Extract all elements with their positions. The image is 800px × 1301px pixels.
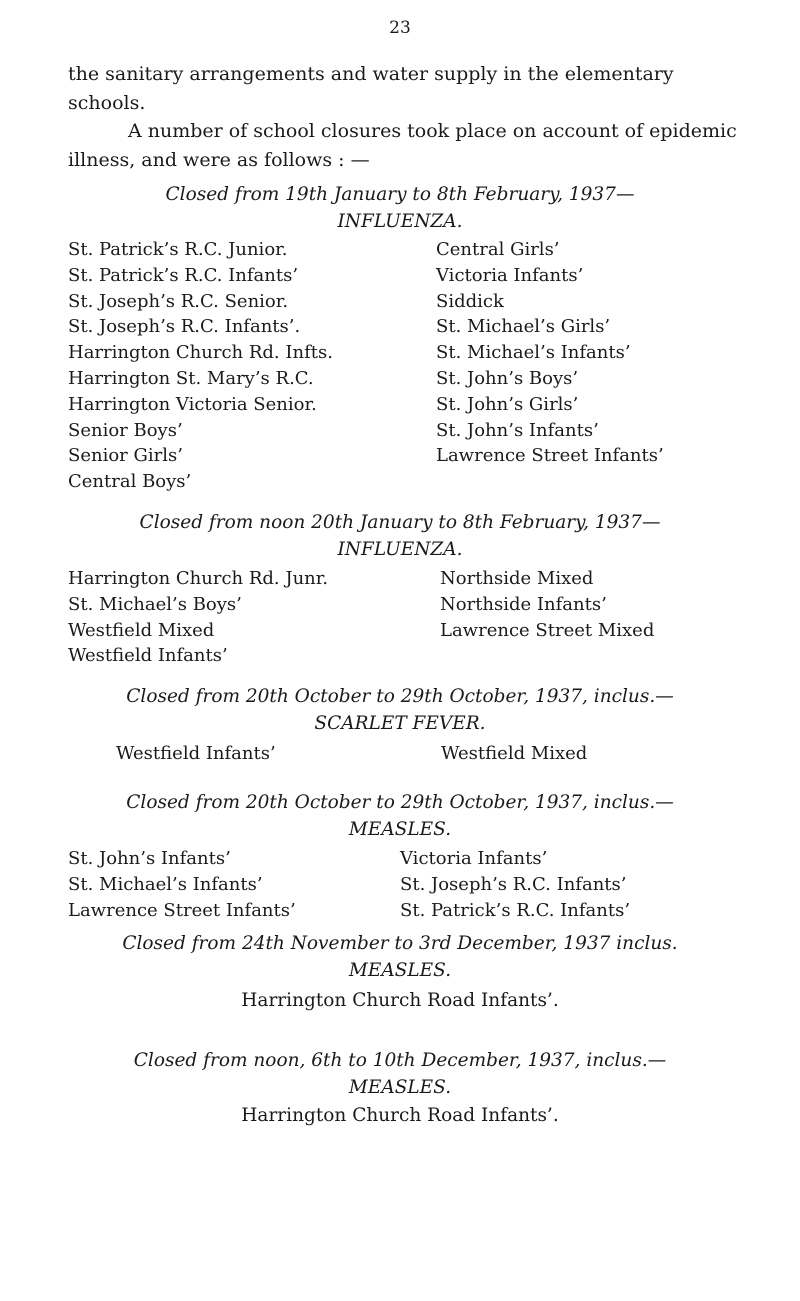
closure-period: Closed from 19th January to 8th February, 1937—: [165, 184, 635, 205]
list-item: Westfield Mixed: [441, 743, 588, 764]
school-list-left: [116, 741, 276, 767]
disease-name: MEASLES.: [348, 819, 452, 840]
closure-period: Closed from noon, 6th to 10th December, 1937, inclus.—: [133, 1050, 667, 1071]
list-item: Senior Boys’: [68, 419, 183, 441]
school-list-right: [440, 566, 654, 643]
list-item: St. John’s Girls’: [436, 393, 579, 415]
school-list-right: [400, 846, 630, 923]
closure-period: Closed from 20th October to 29th October, 1937, inclus.—: [126, 792, 674, 813]
list-item: St. John’s Boys’: [436, 367, 579, 389]
list-item: Harrington Victoria Senior.: [68, 393, 317, 415]
list-item: St. Patrick’s R.C. Infants’: [68, 264, 299, 286]
school-list-right: [436, 237, 664, 469]
list-item: Northside Mixed: [440, 568, 594, 589]
list-item: Harrington Church Rd. Junr.: [68, 568, 329, 589]
school-list-left: [68, 566, 328, 669]
section-heading-measles-3: [60, 1047, 740, 1101]
school-list-left: [68, 237, 333, 495]
list-item: Lawrence Street Mixed: [440, 619, 655, 641]
list-item: Siddick: [436, 290, 504, 312]
disease-name: MEASLES.: [348, 960, 452, 981]
section-heading-measles-2: [60, 930, 740, 984]
paragraph-continuation: the sanitary arrangements and water supply in the elementary schools.: [68, 63, 674, 114]
list-item: Westfield Infants’: [68, 645, 228, 667]
paragraph-intro: A number of school closures took place on account of epidemic illness, and were as follows : —: [68, 120, 737, 171]
list-item: St. Michael’s Girls’: [436, 316, 611, 338]
list-item: Lawrence Street Infants’: [68, 899, 296, 921]
list-item: Victoria Infants’: [436, 264, 584, 286]
page-number: 23: [389, 18, 411, 38]
closure-period: Closed from 24th November to 3rd December, 1937 inclus.: [122, 933, 678, 954]
list-item: St. Patrick’s R.C. Junior.: [68, 239, 288, 260]
section-heading-influenza-1: [60, 181, 740, 235]
list-item: St. Michael’s Infants’: [68, 873, 263, 895]
disease-name: SCARLET FEVER.: [314, 713, 486, 734]
school-list-left: [68, 846, 296, 923]
list-item: Harrington Church Rd. Infts.: [68, 342, 333, 364]
disease-name: INFLUENZA.: [337, 539, 463, 560]
disease-name: MEASLES.: [348, 1077, 452, 1098]
list-item: St. Michael’s Infants’: [436, 342, 631, 364]
section-heading-scarlet-fever: [60, 683, 740, 737]
section-heading-influenza-2: [60, 509, 740, 563]
list-item: Lawrence Street Infants’: [436, 445, 664, 467]
list-item: St. Joseph’s R.C. Senior.: [68, 290, 289, 312]
school-single: Harrington Church Road Infants’.: [241, 1105, 559, 1126]
list-item: Victoria Infants’: [400, 848, 548, 869]
list-item: Westfield Infants’: [116, 743, 276, 764]
school-list-right: [441, 741, 587, 767]
closure-period: Closed from noon 20th January to 8th February, 1937—: [139, 512, 661, 533]
disease-name: INFLUENZA.: [337, 211, 463, 232]
list-item: Westfield Mixed: [68, 619, 215, 641]
list-item: St. Joseph’s R.C. Infants’.: [68, 316, 301, 338]
school-single: Harrington Church Road Infants’.: [241, 990, 559, 1011]
list-item: Central Boys’: [68, 471, 192, 493]
list-item: St. Joseph’s R.C. Infants’: [400, 873, 627, 895]
list-item: St. Patrick’s R.C. Infants’: [400, 899, 631, 921]
list-item: St. Michael’s Boys’: [68, 593, 242, 615]
closure-period: Closed from 20th October to 29th October, 1937, inclus.—: [126, 686, 674, 707]
list-item: St. John’s Infants’: [436, 419, 599, 441]
list-item: Northside Infants’: [440, 593, 607, 615]
list-item: Harrington St. Mary’s R.C.: [68, 367, 314, 389]
list-item: St. John’s Infants’: [68, 848, 231, 869]
list-item: Central Girls’: [436, 239, 560, 260]
list-item: Senior Girls’: [68, 445, 183, 467]
section-heading-measles-1: [60, 789, 740, 843]
